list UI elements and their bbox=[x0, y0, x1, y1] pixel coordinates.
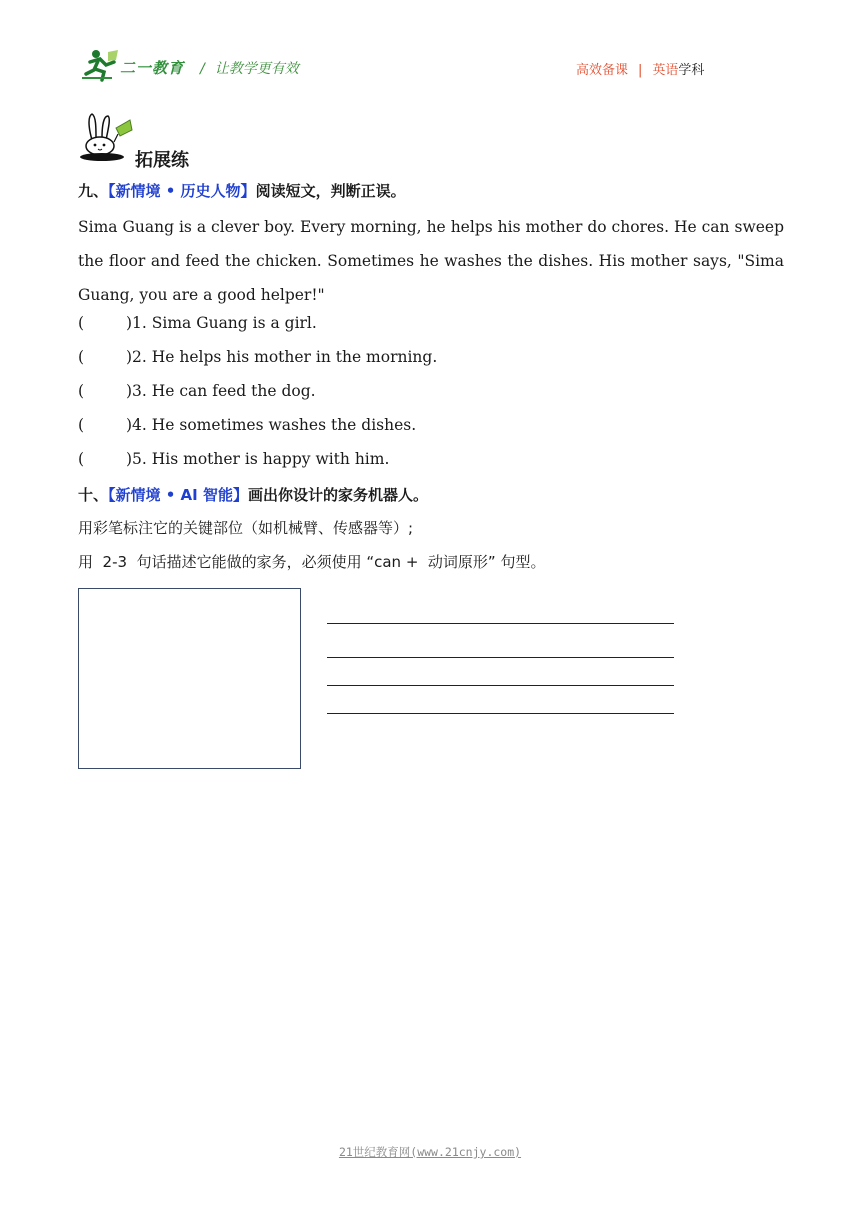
logo-text: 二一教育 bbox=[120, 59, 185, 77]
question-9-instruction: 阅读短文，判断正误。 bbox=[255, 182, 406, 200]
question-9-tag: 【新情境 • 历史人物】 bbox=[108, 182, 256, 200]
answer-blank[interactable]: ( bbox=[78, 382, 85, 400]
tf-item-text: )3. He can feed the dog. bbox=[126, 382, 316, 400]
tf-item-text: )4. He sometimes washes the dishes. bbox=[126, 416, 417, 434]
question-9-heading bbox=[78, 180, 406, 201]
header-part2: 英语 bbox=[652, 63, 679, 78]
question-10-number: 十、 bbox=[78, 486, 109, 504]
instruction-line-2: 用 2-3 句话描述它能做的家务，必须使用 “can + 动词原形” 句型。 bbox=[78, 553, 546, 571]
header-part1: 高效备课 bbox=[576, 63, 629, 78]
answer-blank[interactable]: ( bbox=[78, 348, 85, 366]
header-slogan: / 让教学更有效 bbox=[200, 61, 299, 77]
question-10-heading bbox=[78, 484, 428, 505]
question-10-instruction: 画出你设计的家务机器人。 bbox=[247, 486, 428, 504]
answer-blank[interactable]: ( bbox=[78, 450, 85, 468]
header-subject: 高效备课 | 英语学科 bbox=[576, 63, 705, 78]
tf-item-text: )2. He helps his mother in the morning. bbox=[126, 348, 438, 366]
slogan-text: 让教学更有效 bbox=[214, 61, 299, 77]
tf-item-2 bbox=[78, 348, 437, 366]
tf-item-text: )5. His mother is happy with him. bbox=[126, 450, 390, 468]
rabbit-mascot-icon bbox=[78, 112, 134, 162]
footer-link[interactable]: 21世纪教育网(www.21cnjy.com) bbox=[338, 1145, 522, 1159]
tf-item-4 bbox=[78, 416, 416, 434]
tf-item-1 bbox=[78, 314, 317, 332]
answer-line-1[interactable] bbox=[327, 623, 674, 624]
answer-line-4[interactable] bbox=[327, 713, 674, 714]
instruction-line-1: 用彩笔标注它的关键部位（如机械臂、传感器等）; bbox=[78, 519, 414, 537]
answer-blank[interactable]: ( bbox=[78, 314, 85, 332]
question-10-tag: 【新情境 • AI 智能】 bbox=[108, 486, 248, 504]
reading-passage: Sima Guang is a clever boy. Every morning, he helps his mother do chores. He can sweep the floor and feed the chicken. Sometimes he washes the dishes. His mother says, "Sima Guang, you are a good helper!" bbox=[78, 218, 784, 304]
drawing-box[interactable] bbox=[78, 588, 301, 769]
answer-line-2[interactable] bbox=[327, 657, 674, 658]
question-9-number: 九、 bbox=[78, 182, 109, 200]
page-footer bbox=[0, 1144, 860, 1160]
header-part3: 学科 bbox=[678, 63, 705, 78]
tf-item-text: )1. Sima Guang is a girl. bbox=[126, 314, 317, 332]
runner-logo-icon bbox=[82, 48, 122, 82]
answer-blank[interactable]: ( bbox=[78, 416, 85, 434]
answer-line-3[interactable] bbox=[327, 685, 674, 686]
tf-item-5 bbox=[78, 450, 389, 468]
site-logo bbox=[82, 48, 194, 82]
section-title: 拓展练 bbox=[135, 150, 189, 171]
tf-item-3 bbox=[78, 382, 316, 400]
